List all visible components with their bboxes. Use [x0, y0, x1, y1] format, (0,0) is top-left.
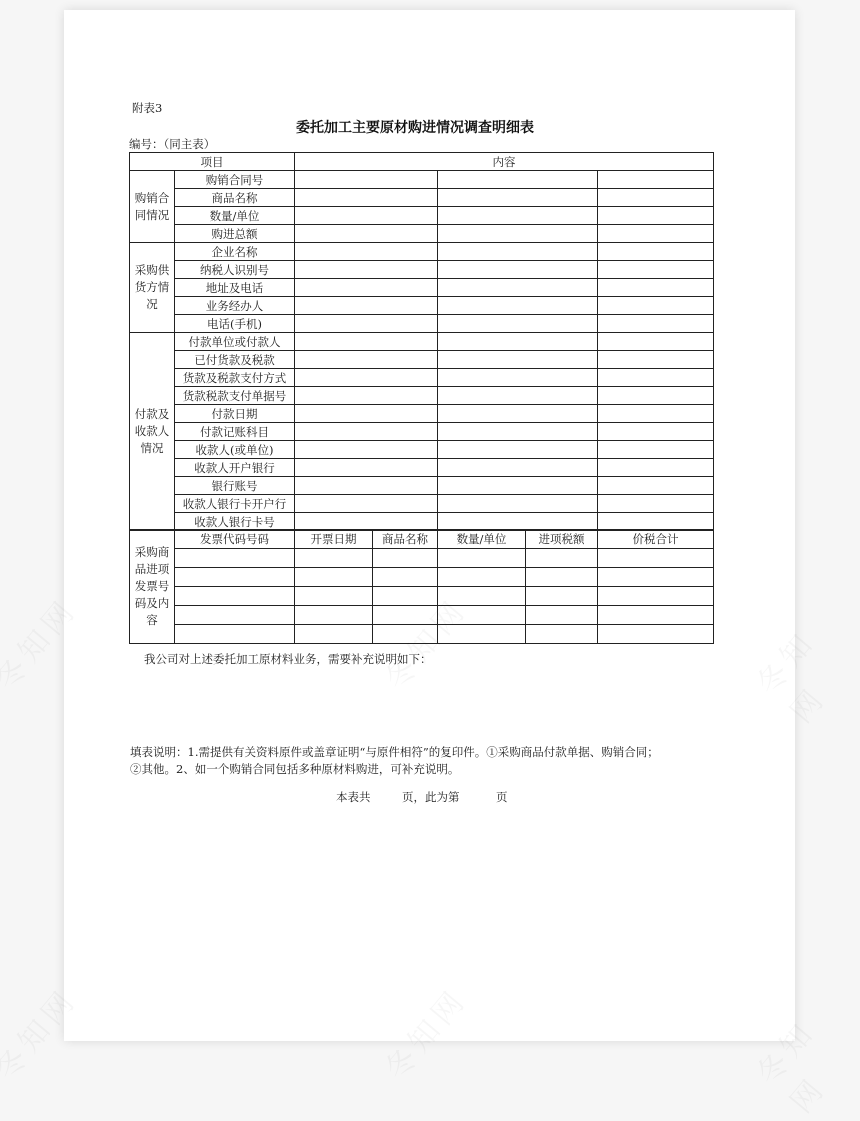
content-cell[interactable]: [295, 279, 438, 297]
content-cell[interactable]: [598, 369, 714, 387]
invoice-cell[interactable]: [175, 625, 295, 644]
invoice-cell[interactable]: [526, 625, 598, 644]
row-label: 购销合同号: [175, 171, 295, 189]
content-cell[interactable]: [295, 369, 438, 387]
page-total-label: 本表共: [336, 790, 371, 804]
row-label: 企业名称: [175, 243, 295, 261]
content-cell[interactable]: [295, 351, 438, 369]
content-cell[interactable]: [295, 243, 438, 261]
document-page: [64, 10, 795, 1041]
content-cell[interactable]: [598, 297, 714, 315]
content-cell[interactable]: [438, 423, 598, 441]
row-label: 电话(手机): [175, 315, 295, 333]
invoice-cell[interactable]: [438, 625, 526, 644]
content-cell[interactable]: [598, 423, 714, 441]
invoice-cell[interactable]: [438, 587, 526, 606]
invoice-cell[interactable]: [373, 568, 438, 587]
row-label: 收款人开户银行: [175, 459, 295, 477]
content-cell[interactable]: [438, 405, 598, 423]
invoice-cell[interactable]: [175, 587, 295, 606]
content-cell[interactable]: [598, 441, 714, 459]
content-cell[interactable]: [295, 189, 438, 207]
content-cell[interactable]: [295, 297, 438, 315]
invoice-cell[interactable]: [295, 587, 373, 606]
content-cell[interactable]: [598, 225, 714, 243]
content-cell[interactable]: [598, 279, 714, 297]
content-cell[interactable]: [295, 495, 438, 513]
instructions-line-2: ②其他。2、如一个购销合同包括多种原材料购进，可补充说明。: [130, 762, 460, 776]
content-cell[interactable]: [438, 207, 598, 225]
invoice-cell[interactable]: [295, 568, 373, 587]
content-cell[interactable]: [598, 495, 714, 513]
row-label: 购进总额: [175, 225, 295, 243]
content-cell[interactable]: [438, 171, 598, 189]
invoice-column-header: 价税合计: [598, 530, 714, 549]
row-label: 已付货款及税款: [175, 351, 295, 369]
content-cell[interactable]: [598, 207, 714, 225]
content-cell[interactable]: [438, 297, 598, 315]
invoice-cell[interactable]: [598, 587, 714, 606]
content-cell[interactable]: [438, 189, 598, 207]
page-current-label: 页，此为第: [402, 790, 460, 804]
invoice-column-header: 进项税额: [526, 530, 598, 549]
instructions-line-1: 填表说明：1.需提供有关资料原件或盖章证明“与原件相符”的复印件。①采购商品付款单据、购销合同；: [130, 745, 659, 759]
invoice-cell[interactable]: [438, 606, 526, 625]
content-cell[interactable]: [295, 477, 438, 495]
content-cell[interactable]: [295, 513, 438, 531]
content-cell[interactable]: [438, 477, 598, 495]
invoice-cell[interactable]: [373, 587, 438, 606]
content-cell[interactable]: [438, 495, 598, 513]
invoice-table: [129, 529, 714, 644]
content-cell[interactable]: [295, 225, 438, 243]
row-label: 地址及电话: [175, 279, 295, 297]
invoice-cell[interactable]: [295, 606, 373, 625]
content-cell[interactable]: [438, 261, 598, 279]
content-cell[interactable]: [598, 189, 714, 207]
invoice-cell[interactable]: [438, 568, 526, 587]
content-cell[interactable]: [438, 333, 598, 351]
content-cell[interactable]: [438, 351, 598, 369]
content-cell[interactable]: [295, 459, 438, 477]
content-cell[interactable]: [438, 513, 598, 531]
row-label: 付款记账科目: [175, 423, 295, 441]
content-cell[interactable]: [438, 243, 598, 261]
invoice-cell[interactable]: [526, 587, 598, 606]
row-label: 收款人银行卡开户行: [175, 495, 295, 513]
content-cell[interactable]: [598, 477, 714, 495]
row-label: 商品名称: [175, 189, 295, 207]
attachment-label: 附表3: [132, 101, 163, 115]
invoice-cell[interactable]: [598, 606, 714, 625]
header-content: 内容: [295, 153, 714, 171]
group-label: 付款及收款人情况: [130, 333, 175, 531]
content-cell[interactable]: [598, 513, 714, 531]
document-title: 委托加工主要原材购进情况调查明细表: [296, 120, 534, 136]
supplement-note: 我公司对上述委托加工原材料业务，需要补充说明如下：: [144, 652, 432, 666]
invoice-group-label: 采购商品进项发票号码及内容: [130, 530, 175, 644]
content-cell[interactable]: [598, 171, 714, 189]
group-label: 采购供货方情况: [130, 243, 175, 333]
content-cell[interactable]: [295, 333, 438, 351]
content-cell[interactable]: [598, 261, 714, 279]
invoice-cell[interactable]: [295, 625, 373, 644]
row-label: 银行账号: [175, 477, 295, 495]
row-label: 纳税人识别号: [175, 261, 295, 279]
content-cell[interactable]: [438, 459, 598, 477]
invoice-cell[interactable]: [175, 606, 295, 625]
header-item: 项目: [130, 153, 295, 171]
invoice-column-header: 数量/单位: [438, 530, 526, 549]
invoice-cell[interactable]: [526, 606, 598, 625]
invoice-cell[interactable]: [598, 549, 714, 568]
number-label: 编号：（同主表）: [129, 137, 216, 151]
invoice-cell[interactable]: [438, 549, 526, 568]
content-cell[interactable]: [438, 315, 598, 333]
content-cell[interactable]: [295, 405, 438, 423]
group-label: 购销合同情况: [130, 171, 175, 243]
row-label: 收款人(或单位): [175, 441, 295, 459]
content-cell[interactable]: [295, 441, 438, 459]
page-end-label: 页: [496, 790, 508, 804]
content-cell[interactable]: [295, 171, 438, 189]
content-cell[interactable]: [598, 387, 714, 405]
content-cell[interactable]: [598, 333, 714, 351]
content-cell[interactable]: [438, 279, 598, 297]
content-cell[interactable]: [295, 315, 438, 333]
row-label: 业务经办人: [175, 297, 295, 315]
invoice-column-header: 商品名称: [373, 530, 438, 549]
content-cell[interactable]: [295, 387, 438, 405]
content-cell[interactable]: [295, 207, 438, 225]
row-label: 付款单位或付款人: [175, 333, 295, 351]
invoice-cell[interactable]: [526, 568, 598, 587]
invoice-cell[interactable]: [598, 625, 714, 644]
content-cell[interactable]: [438, 369, 598, 387]
row-label: 货款及税款支付方式: [175, 369, 295, 387]
content-cell[interactable]: [598, 459, 714, 477]
invoice-cell[interactable]: [175, 568, 295, 587]
content-cell[interactable]: [295, 423, 438, 441]
content-cell[interactable]: [438, 441, 598, 459]
invoice-cell[interactable]: [373, 549, 438, 568]
invoice-column-header: 发票代码号码: [175, 530, 295, 549]
row-label: 付款日期: [175, 405, 295, 423]
invoice-column-header: 开票日期: [295, 530, 373, 549]
row-label: 收款人银行卡号: [175, 513, 295, 531]
content-cell[interactable]: [598, 351, 714, 369]
invoice-cell[interactable]: [175, 549, 295, 568]
detail-table: [129, 152, 714, 531]
invoice-cell[interactable]: [598, 568, 714, 587]
content-cell[interactable]: [598, 315, 714, 333]
content-cell[interactable]: [438, 387, 598, 405]
row-label: 数量/单位: [175, 207, 295, 225]
content-cell[interactable]: [598, 243, 714, 261]
content-cell[interactable]: [598, 405, 714, 423]
invoice-cell[interactable]: [373, 606, 438, 625]
invoice-cell[interactable]: [295, 549, 373, 568]
row-label: 货款税款支付单据号: [175, 387, 295, 405]
content-cell[interactable]: [438, 225, 598, 243]
invoice-cell[interactable]: [373, 625, 438, 644]
content-cell[interactable]: [295, 261, 438, 279]
invoice-cell[interactable]: [526, 549, 598, 568]
